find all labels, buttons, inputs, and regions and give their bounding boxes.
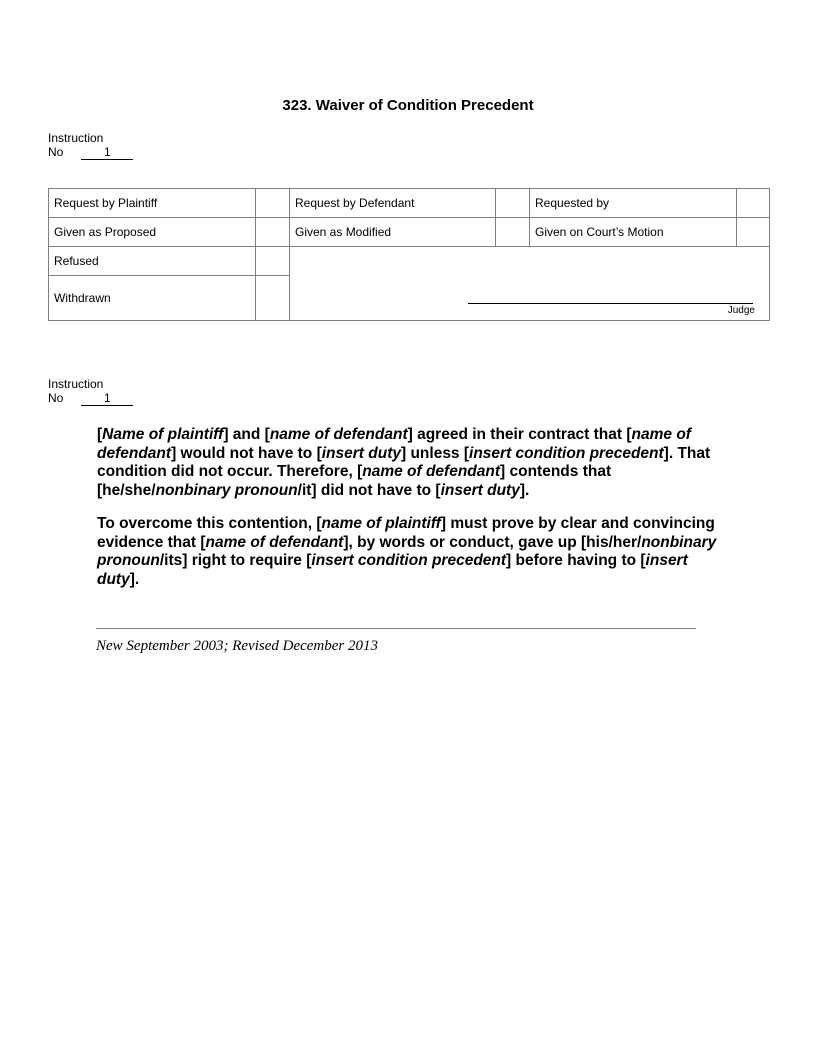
text-run: ] unless [ xyxy=(400,444,470,462)
judge-signature-area xyxy=(290,247,770,321)
instruction-text xyxy=(97,426,727,604)
given-as-modified-box[interactable] xyxy=(496,218,530,247)
text-run: ]. That condition did not occur. Therefore, [ xyxy=(97,444,711,480)
text-run: ], by words or conduct, gave up [his/her/ xyxy=(343,533,642,551)
given-as-proposed-box[interactable] xyxy=(256,218,290,247)
instruction-number: 1 xyxy=(81,146,133,160)
text-run: [ xyxy=(97,426,103,443)
instruction-no-label: No xyxy=(48,391,64,405)
given-on-courts-motion-label: Given on Court’s Motion xyxy=(530,218,737,247)
placeholder-text: nonbinary pronoun xyxy=(97,533,717,569)
instruction-label: Instruction xyxy=(48,131,104,145)
placeholder-text: insert duty xyxy=(97,552,688,588)
instruction-number-block xyxy=(48,377,133,406)
given-on-courts-motion-box[interactable] xyxy=(737,218,770,247)
placeholder-text: name of defendant xyxy=(269,426,408,443)
placeholder-text: name of defendant xyxy=(205,533,344,551)
given-as-modified-label: Given as Modified xyxy=(290,218,496,247)
text-run: ] before having to [ xyxy=(506,552,646,569)
placeholder-text: nonbinary pronoun xyxy=(155,481,298,499)
requested-by-label: Requested by xyxy=(530,189,737,218)
text-run: To overcome this contention, [ xyxy=(97,515,322,532)
placeholder-text: insert condition precedent xyxy=(311,552,507,569)
placeholder-text: name of plaintiff xyxy=(321,515,441,532)
text-run: ] must prove by clear and convincing evidence that [ xyxy=(97,515,715,551)
text-run: ] contends that [he/she/ xyxy=(97,463,612,499)
refused-label: Refused xyxy=(49,247,256,276)
given-as-proposed-label: Given as Proposed xyxy=(49,218,256,247)
text-run: ]. xyxy=(519,481,530,499)
judge-signature-line[interactable] xyxy=(468,303,753,304)
request-table xyxy=(48,188,770,321)
placeholder-text: name of defendant xyxy=(362,463,501,480)
placeholder-text: name of defendant xyxy=(97,426,691,462)
instruction-number: 1 xyxy=(81,392,133,406)
withdrawn-box[interactable] xyxy=(256,276,290,321)
refused-box[interactable] xyxy=(256,247,290,276)
placeholder-text: Name of plaintiff xyxy=(102,426,224,443)
page-title: 323. Waiver of Condition Precedent xyxy=(282,97,534,114)
text-run: ] and [ xyxy=(223,426,270,443)
divider xyxy=(96,628,696,629)
requested-by-box[interactable] xyxy=(737,189,770,218)
instruction-number-block xyxy=(48,131,133,160)
judge-label: Judge xyxy=(727,305,755,316)
instruction-label: Instruction xyxy=(48,377,104,391)
text-run: /it] did not have to [ xyxy=(297,481,441,499)
withdrawn-label: Withdrawn xyxy=(49,276,256,321)
placeholder-text: insert condition precedent xyxy=(469,444,664,462)
instruction-paragraph xyxy=(97,515,727,589)
request-by-defendant-label: Request by Defendant xyxy=(290,189,496,218)
revision-history: New September 2003; Revised December 2013 xyxy=(96,638,378,654)
text-run: ] agreed in their contract that [ xyxy=(407,426,632,443)
placeholder-text: insert duty xyxy=(440,481,520,499)
request-by-plaintiff-box[interactable] xyxy=(256,189,290,218)
instruction-paragraph xyxy=(97,426,727,500)
instruction-no-label: No xyxy=(48,145,64,159)
text-run: /its] right to require [ xyxy=(159,552,312,569)
text-run: ]. xyxy=(129,570,140,588)
request-by-defendant-box[interactable] xyxy=(496,189,530,218)
request-by-plaintiff-label: Request by Plaintiff xyxy=(49,189,256,218)
placeholder-text: insert duty xyxy=(321,444,401,462)
text-run: ] would not have to [ xyxy=(171,444,322,462)
